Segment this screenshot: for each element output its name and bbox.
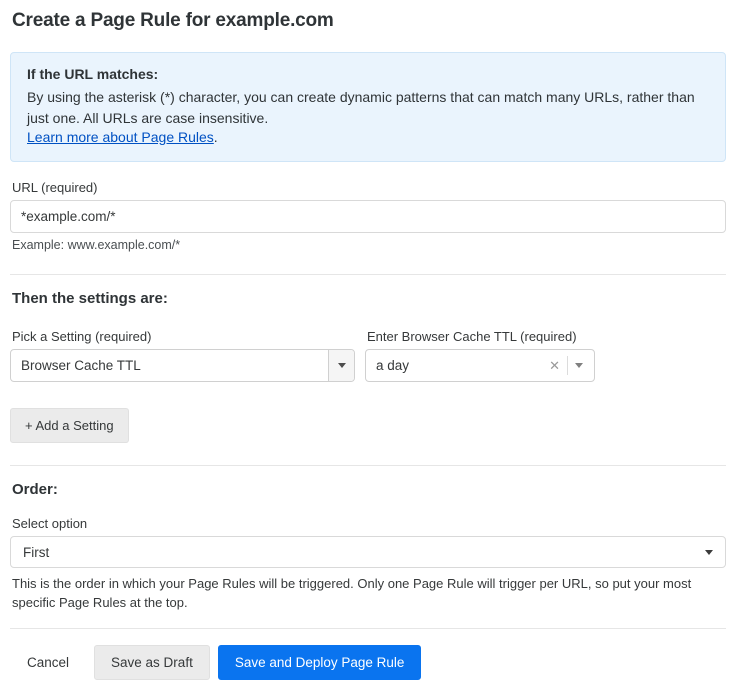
divider-order bbox=[10, 465, 726, 466]
callout-link-suffix: . bbox=[213, 129, 218, 145]
save-draft-button[interactable]: Save as Draft bbox=[94, 645, 210, 680]
save-deploy-button[interactable]: Save and Deploy Page Rule bbox=[218, 645, 422, 680]
ttl-picker-label: Enter Browser Cache TTL (required) bbox=[367, 329, 577, 344]
callout-title: If the URL matches: bbox=[27, 66, 159, 82]
order-note: This is the order in which your Page Rules will be triggered. Only one Page Rule will trigger per URL, so put your most specific Page Rules at the top. bbox=[12, 576, 692, 610]
learn-more-link[interactable]: Learn more about Page Rules bbox=[27, 129, 214, 145]
order-section-title: Order: bbox=[12, 481, 58, 498]
order-field-group bbox=[10, 516, 726, 612]
settings-row bbox=[10, 329, 726, 382]
close-icon[interactable]: ✕ bbox=[549, 358, 560, 373]
setting-picker-group bbox=[10, 329, 355, 382]
url-field-group bbox=[10, 180, 726, 252]
url-helper-text: Example: www.example.com/* bbox=[12, 238, 181, 252]
url-label: URL (required) bbox=[12, 180, 98, 195]
ttl-picker-group bbox=[365, 329, 595, 382]
chevron-down-icon[interactable] bbox=[575, 363, 583, 368]
order-select[interactable] bbox=[10, 536, 726, 568]
order-select-value[interactable]: First bbox=[23, 544, 50, 560]
divider-settings bbox=[10, 274, 726, 275]
form-footer bbox=[10, 628, 726, 680]
page-title: Create a Page Rule for example.com bbox=[12, 10, 334, 31]
callout-text: By using the asterisk (*) character, you can create dynamic patterns that can match many URLs, rather than just one. All URLs are case insensitive. bbox=[27, 89, 695, 126]
setting-picker-value[interactable]: Browser Cache TTL bbox=[10, 349, 355, 382]
setting-picker[interactable] bbox=[10, 349, 355, 382]
url-match-callout bbox=[10, 52, 726, 162]
page-rule-form bbox=[0, 10, 736, 686]
ttl-picker-value[interactable]: a day bbox=[376, 358, 410, 373]
caret-shape bbox=[338, 363, 346, 368]
settings-section-title: Then the settings are: bbox=[12, 290, 168, 307]
url-input[interactable] bbox=[10, 200, 726, 233]
add-setting-button[interactable]: + Add a Setting bbox=[10, 408, 129, 443]
chevron-down-icon[interactable] bbox=[328, 350, 354, 381]
chevron-down-icon[interactable] bbox=[705, 550, 713, 555]
ttl-picker[interactable] bbox=[365, 349, 595, 382]
order-label: Select option bbox=[12, 516, 88, 531]
divider-vertical bbox=[567, 356, 568, 375]
setting-picker-label: Pick a Setting (required) bbox=[12, 329, 152, 344]
cancel-button[interactable]: Cancel bbox=[10, 645, 86, 680]
